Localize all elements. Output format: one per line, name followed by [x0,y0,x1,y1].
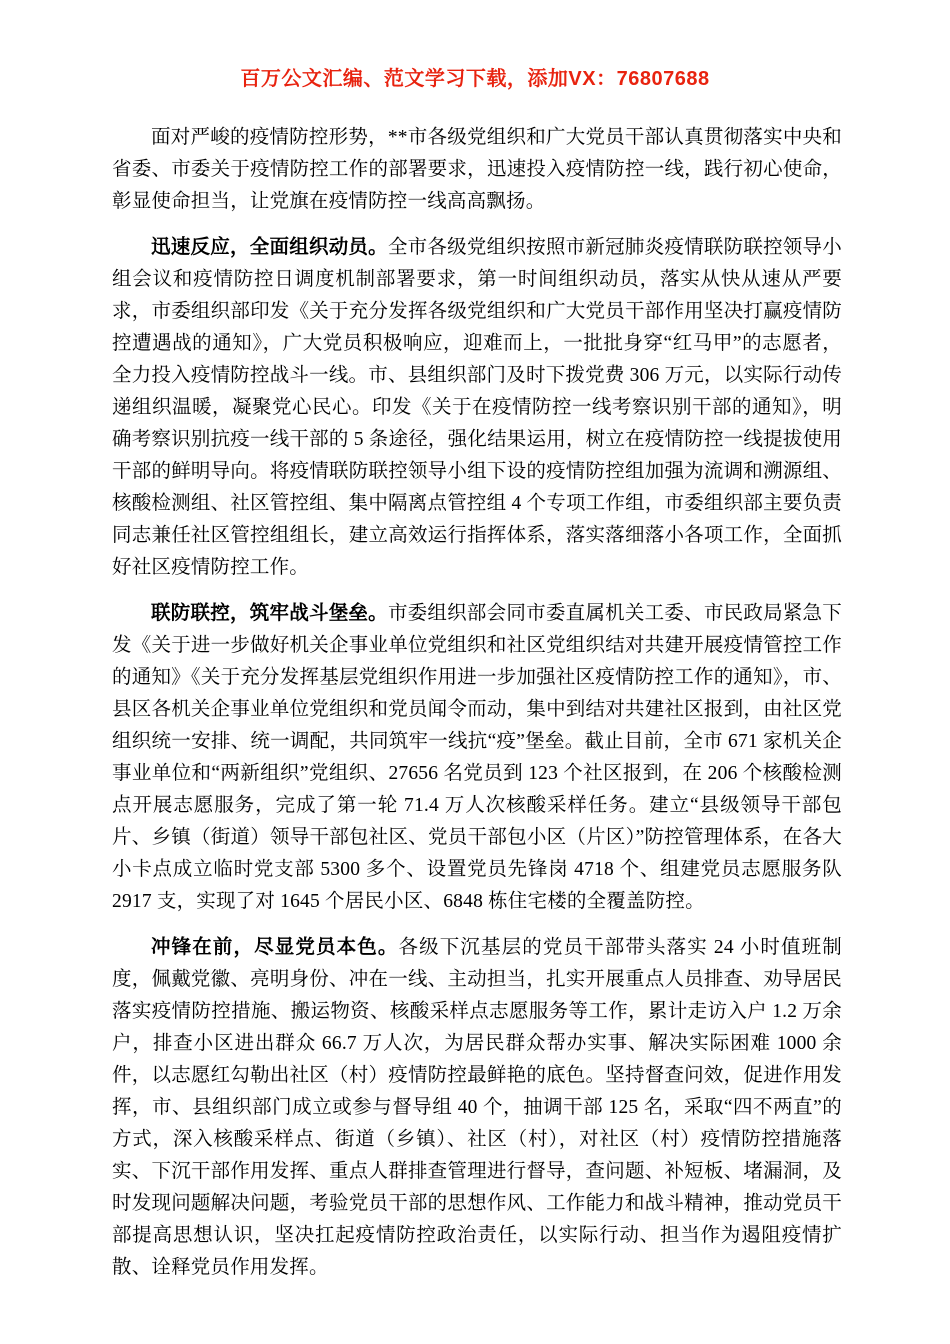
paragraph-4-text: 各级下沉基层的党员干部带头落实 24 小时值班制度，佩戴党徽、亮明身份、冲在一线、主动担当，扎实开展重点人员排查、劝导居民落实疫情防控措施、搬运物资、核酸采样点志愿服务等工作，累计走访入户 1.2 万余户，排查小区进出群众 66.7 万人次，为居民群众帮办实事、解决实际困难 1000 余件，以志愿红勾勒出社区（村）疫情防控最鲜艳的底色。坚持督查问效，促进作用发挥，市、县组织部门成立或参与督导组 40 个，抽调干部 125 名，采取“四不两直”的方式，深入核酸采样点、街道（乡镇）、社区（村），对社区（村）疫情防控措施落实、下沉干部作用发挥、重点人群排查管理进行督导，查问题、补短板、堵漏洞，及时发现问题解决问题，考验党员干部的思想作风、工作能力和战斗精神，推动党员干部提高思想认识，坚决扛起疫情防控政治责任，以实际行动、担当作为遏阻疫情扩散、诠释党员作用发挥。 [112,937,842,1278]
paragraph-3 [112,598,842,918]
paragraph-2 [112,232,842,584]
paragraph-4 [112,932,842,1284]
paragraph-4-lead: 冲锋在前，尽显党员本色。 [151,937,399,958]
paragraph-1-text: 面对严峻的疫情防控形势，**市各级党组织和广大党员干部认真贯彻落实中央和省委、市委关于疫情防控工作的部署要求，迅速投入疫情防控一线，践行初心使命，彰显使命担当，让党旗在疫情防控一线高高飘扬。 [112,127,842,212]
promo-banner: 百万公文汇编、范文学习下载，添加VX：76807688 [240,68,710,90]
paragraph-3-lead: 联防联控，筑牢战斗堡垒。 [151,603,388,624]
paragraph-1 [112,122,842,218]
paragraph-2-text: 全市各级党组织按照市新冠肺炎疫情联防联控领导小组会议和疫情防控日调度机制部署要求，第一时间组织动员，落实从快从速从严要求，市委组织部印发《关于充分发挥各级党组织和广大党员干部作用坚决打赢疫情防控遭遇战的通知》，广大党员积极响应，迎难而上，一批批身穿“红马甲”的志愿者，全力投入疫情防控战斗一线。市、县组织部门及时下拨党费 306 万元，以实际行动传递组织温暖，凝聚党心民心。印发《关于在疫情防控一线考察识别干部的通知》，明确考察识别抗疫一线干部的 5 条途径，强化结果运用，树立在疫情防控一线提拔使用干部的鲜明导向。将疫情联防联控领导小组下设的疫情防控组加强为流调和溯源组、核酸检测组、社区管控组、集中隔离点管控组 4 个专项工作组，市委组织部主要负责同志兼任社区管控组组长，建立高效运行指挥体系，落实落细落小各项工作，全面抓好社区疫情防控工作。 [112,237,842,578]
paragraph-3-text: 市委组织部会同市委直属机关工委、市民政局紧急下发《关于进一步做好机关企事业单位党组织和社区党组织结对共建开展疫情管控工作的通知》《关于充分发挥基层党组织作用进一步加强社区疫情防控工作的通知》，市、县区各机关企事业单位党组织和党员闻令而动，集中到结对共建社区报到，由社区党组织统一安排、统一调配，共同筑牢一线抗“疫”堡垒。截止目前，全市 671 家机关企事业单位和“两新组织”党组织、27656 名党员到 123 个社区报到，在 206 个核酸检测点开展志愿服务，完成了第一轮 71.4 万人次核酸采样任务。建立“县级领导干部包片、乡镇（街道）领导干部包社区、党员干部包小区（片区）”防控管理体系，在各大小卡点成立临时党支部 5300 多个、设置党员先锋岗 4718 个、组建党员志愿服务队 2917 支，实现了对 1645 个居民小区、6848 栋住宅楼的全覆盖防控。 [112,603,842,912]
document-body [112,122,842,1284]
paragraph-2-lead: 迅速反应，全面组织动员。 [151,237,388,258]
